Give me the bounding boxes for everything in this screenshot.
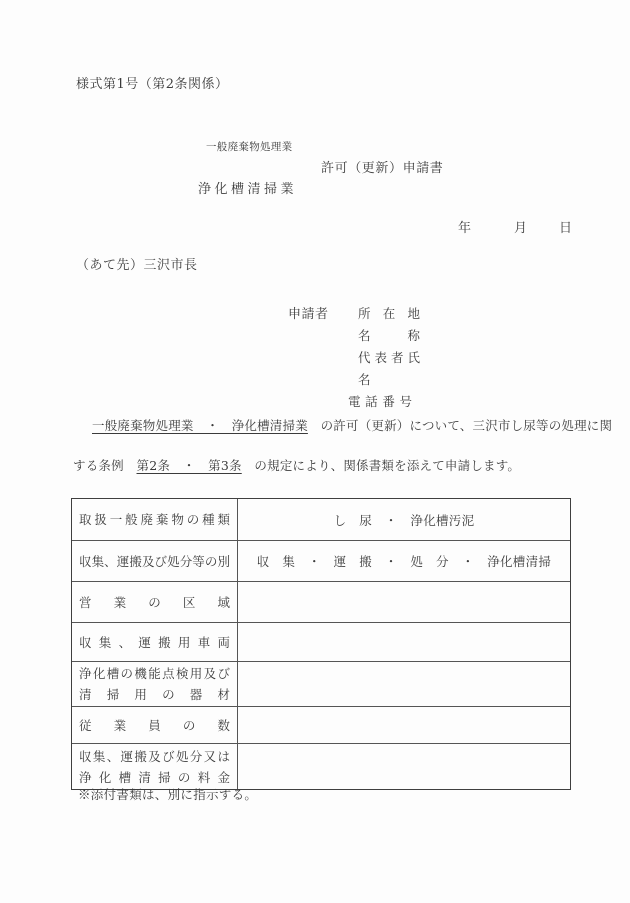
application-table bbox=[71, 498, 571, 790]
title-business-type-2: 浄化槽清掃業 bbox=[198, 182, 298, 197]
body-line2-rest: の規定により、関係書類を添えて申請します。 bbox=[241, 458, 521, 473]
table-row-employees bbox=[72, 706, 570, 743]
date-day-label: 日 bbox=[559, 221, 573, 236]
row-value bbox=[238, 582, 570, 622]
table-row-business-area bbox=[72, 581, 570, 622]
row-label: 収集、運搬用車両 bbox=[72, 623, 238, 661]
footnote: ※添付書類は、別に指示する。 bbox=[78, 787, 258, 802]
body-line2-prefix: する条例 bbox=[73, 458, 137, 473]
underlined-articles: 第2条 ・ 第3条 bbox=[136, 458, 242, 473]
applicant-field-name: 名称 bbox=[358, 328, 420, 343]
body-paragraph-line-1 bbox=[92, 420, 612, 433]
row-value: 収 集 ・ 運 搬 ・ 処 分 ・ 浄化槽清掃 bbox=[256, 554, 552, 569]
row-label: 収集、運搬及び処分又は 浄化槽清掃の料金 bbox=[72, 744, 238, 789]
row-value bbox=[238, 662, 570, 706]
body-line1-rest: の許可（更新）について、三沢市し尿等の処理に関 bbox=[307, 418, 613, 433]
underlined-business-types: 一般廃棄物処理業 ・ 浄化槽清掃業 bbox=[92, 418, 308, 433]
row-value bbox=[238, 707, 570, 743]
table-row-vehicles bbox=[72, 622, 570, 661]
row-label: 営業の区域 bbox=[72, 582, 238, 622]
date-month-label: 月 bbox=[514, 221, 528, 236]
row-label: 浄化槽の機能点検用及び 清掃用の器材 bbox=[72, 662, 238, 706]
applicant-field-representative: 代表者氏名 bbox=[358, 350, 420, 387]
row-value bbox=[238, 744, 570, 789]
table-row-operation-type bbox=[72, 540, 570, 581]
applicant-label: 申請者 bbox=[288, 307, 329, 322]
body-paragraph-line-2 bbox=[73, 460, 520, 473]
row-label: 収集、運搬及び処分等の別 bbox=[72, 541, 238, 581]
form-number: 様式第1号（第2条関係） bbox=[76, 77, 229, 92]
row-value: し 尿 ・ 浄化槽汚泥 bbox=[333, 512, 475, 528]
title-business-type-1: 一般廃棄物処理業 bbox=[206, 141, 293, 153]
applicant-field-phone: 電話番号 bbox=[348, 394, 412, 409]
applicant-field-address: 所在地 bbox=[358, 306, 420, 321]
title-application-form: 許可（更新）申請書 bbox=[321, 161, 444, 176]
applicant-fields bbox=[348, 303, 420, 413]
table-row-fees bbox=[72, 743, 570, 789]
addressee: （あて先）三沢市長 bbox=[76, 258, 198, 273]
table-row-equipment bbox=[72, 661, 570, 706]
row-value bbox=[238, 623, 570, 661]
date-year-label: 年 bbox=[458, 221, 472, 236]
row-label: 取扱一般廃棄物の種類 bbox=[72, 499, 238, 540]
table-row-waste-type bbox=[72, 499, 570, 540]
row-label: 従業員の数 bbox=[72, 707, 238, 743]
